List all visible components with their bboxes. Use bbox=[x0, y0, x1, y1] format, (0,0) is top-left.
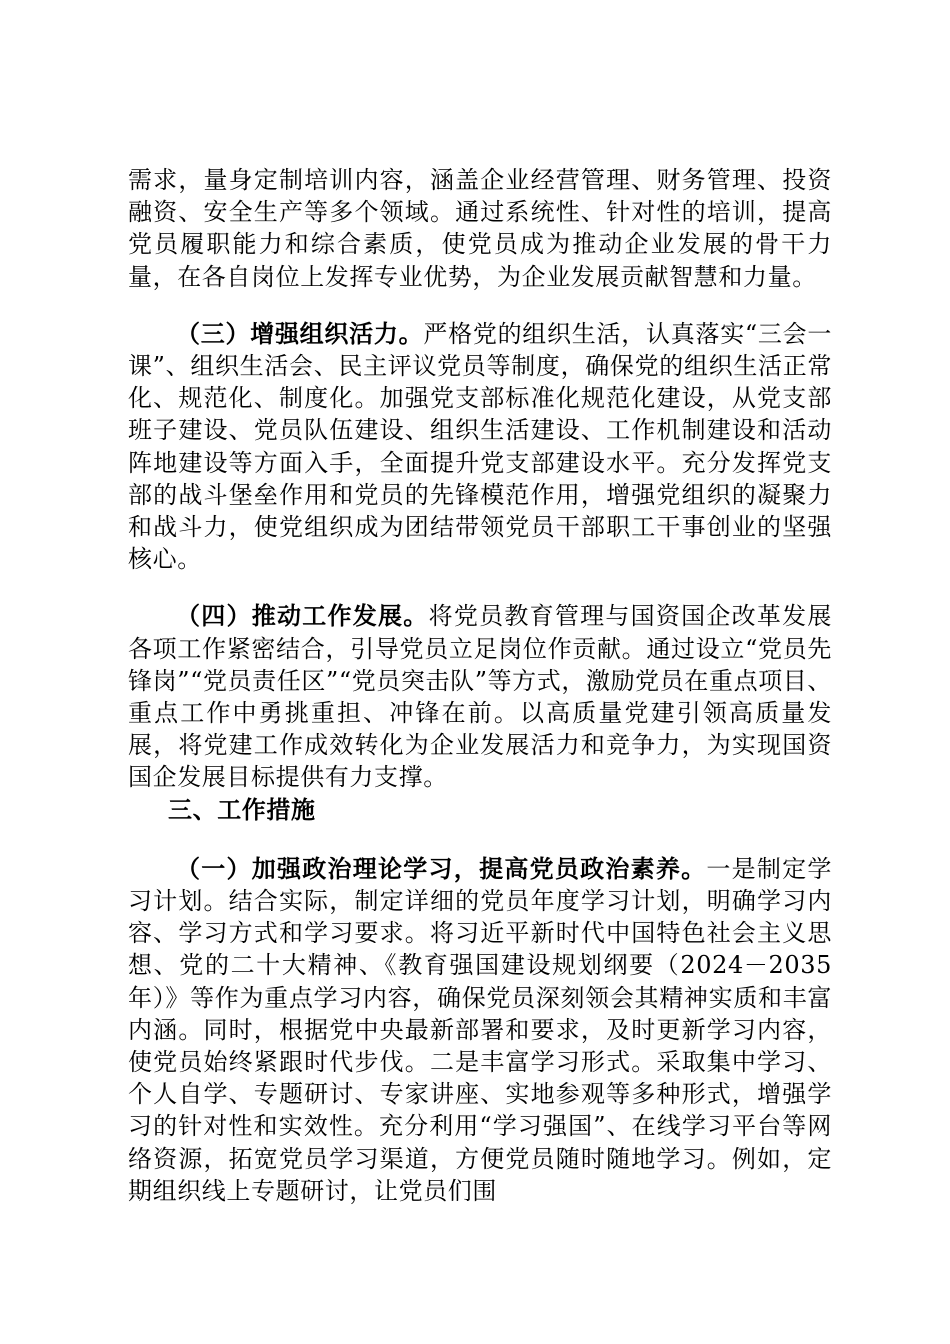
paragraph-body-organization-vitality: 严格党的组织生活，认真落实“三会一课”、组织生活会、民主评议党员等制度，确保党的组织生活正常化、规范化、制度化。加强党支部标准化规范化建设，从党支部班子建设、党员队伍建设、组织生活建设、工作机制建设和活动阵地建设等方面入手，全面提升党支部建设水平。充分发挥党支部的战斗堡垒作用和党员的先锋模范作用，增强党组织的凝聚力和战斗力，使党组织成为团结带领党员干部职工干事创业的坚强核心。 bbox=[128, 319, 833, 574]
paragraph-lead-organization-vitality: （三）增强组织活力。 bbox=[176, 318, 424, 348]
section-heading-work-measures: 三、工作措施 bbox=[168, 794, 316, 824]
paragraph-work-development bbox=[128, 600, 832, 793]
paragraph-lead-political-study: （一）加强政治理论学习，提高党员政治素养。 bbox=[176, 853, 707, 883]
paragraph-lead-work-development: （四）推动工作发展。 bbox=[176, 601, 429, 631]
paragraph-body-political-study: 一是制定学习计划。结合实际，制定详细的党员年度学习计划，明确学习内容、学习方式和学习要求。将习近平新时代中国特色社会主义思想、党的二十大精神、《教育强国建设规划纲要（2024－2035年）》等作为重点学习内容，确保党员深刻领会其精神实质和丰富内涵。同时，根据党中央最新部署和要求，及时更新学习内容，使党员始终紧跟时代步伐。二是丰富学习形式。采取集中学习、个人自学、专题研讨、专家讲座、实地参观等多种形式，增强学习的针对性和实效性。充分利用“学习强国”、在线学习平台等网络资源，拓宽党员学习渠道，方便党员随时随地学习。例如，定期组织线上专题研讨，让党员们围 bbox=[128, 854, 832, 1205]
paragraph-training-continued: 需求，量身定制培训内容，涵盖企业经营管理、财务管理、投资融资、安全生产等多个领域。通过系统性、针对性的培训，提高党员履职能力和综合素质，使党员成为推动企业发展的骨干力量，在各自岗位上发挥专业优势，为企业发展贡献智慧和力量。 bbox=[128, 166, 832, 291]
paragraph-body-work-development: 将党员教育管理与国资国企改革发展各项工作紧密结合，引导党员立足岗位作贡献。通过设立“党员先锋岗”“党员责任区”“党员突击队”等方式，激励党员在重点项目、重点工作中勇挑重担、冲锋在前。以高质量党建引领高质量发展，将党建工作成效转化为企业发展活力和竞争力，为实现国资国企发展目标提供有力支撑。 bbox=[128, 602, 832, 792]
paragraph-political-study bbox=[128, 853, 832, 1207]
document-body bbox=[128, 164, 832, 1207]
paragraph-organization-vitality bbox=[128, 318, 832, 576]
